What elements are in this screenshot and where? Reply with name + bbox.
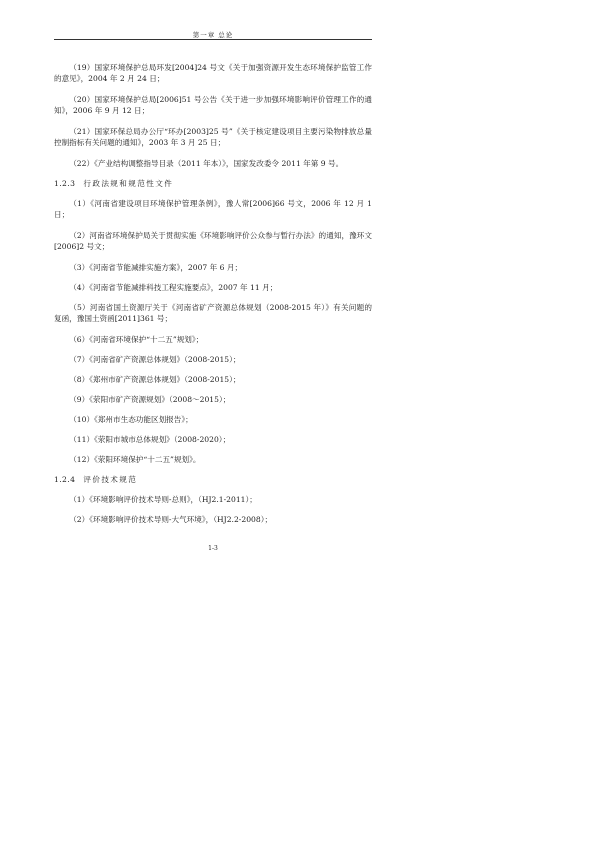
regulation-item-4: （4）《河南省节能减排科技工程实施要点》，2007 年 11 月； [69,283,278,292]
regulation-item-3: （3）《河南省节能减排实施方案》，2007 年 6 月； [69,263,243,272]
section-title: 行政法规和规范性文件 [83,179,174,188]
regulation-item-1: （1）《河南省建设项目环境保护管理条例》，豫人常[2006]66 号文，2006 年 12 月 1 日； [54,199,372,219]
regulation-item-6: （6）《河南省环境保护“十二五”规划》； [69,335,204,344]
section-title: 评价技术规范 [83,475,138,484]
reference-item-22: （22）《产业结构调整指导目录（2011 年本）》，国家发改委令 2011 年第 9 号。 [69,159,344,168]
regulation-item-5: （5）河南省国土资源厅关于《河南省矿产资源总体规划（2008-2015 年）》有关问题的复函，豫国土资函[2011]361 号； [54,303,372,323]
section-heading-1-2-3 [54,178,372,189]
regulation-item-9: （9）《荥阳市矿产资源规划》（2008～2015）； [69,395,231,404]
standard-item-1: （1）《环境影响评价技术导则-总则》，（HJ2.1-2011）； [69,495,257,504]
regulation-item-2: （2）河南省环境保护局关于贯彻实施《环境影响评价公众参与暂行办法》的通知，豫环文[2006]2 号文； [54,231,372,251]
page-number: 1-3 [208,545,218,552]
regulation-item-7: （7）《河南省矿产资源总体规划》（2008-2015）； [69,355,241,364]
running-header: 第一章 总论 [192,31,234,39]
standard-item-2: （2）《环境影响评价技术导则-大气环境》，（HJ2.2-2008）； [69,515,273,524]
regulation-item-10: （10）《郑州市生态功能区划报告》； [69,415,193,424]
page-body [54,62,372,534]
reference-item-21: （21）国家环保总局办公厅“环办[2003]25 号”《关于核定建设项目主要污染物排放总量控制指标有关问题的通知》，2003 年 3 月 25 日； [54,127,372,147]
regulation-item-12: （12）《荥阳环境保护“十二五”规划》。 [69,455,201,464]
section-heading-1-2-4 [54,474,372,485]
regulation-item-8: （8）《郑州市矿产资源总体规划》（2008-2015）； [69,375,241,384]
regulation-item-11: （11）《荥阳市城市总体规划》（2008-2020）； [69,435,231,444]
reference-item-19: （19）国家环境保护总局环发[2004]24 号文《关于加强资源开发生态环境保护监管工作的意见》，2004 年 2 月 24 日； [54,63,372,83]
reference-item-20: （20）国家环境保护总局[2006]51 号公告《关于进一步加强环境影响评价管理工作的通知》，2006 年 9 月 12 日； [54,95,372,115]
section-number: 1.2.4 [54,475,76,484]
section-number: 1.2.3 [54,179,76,188]
header-rule [54,39,372,40]
